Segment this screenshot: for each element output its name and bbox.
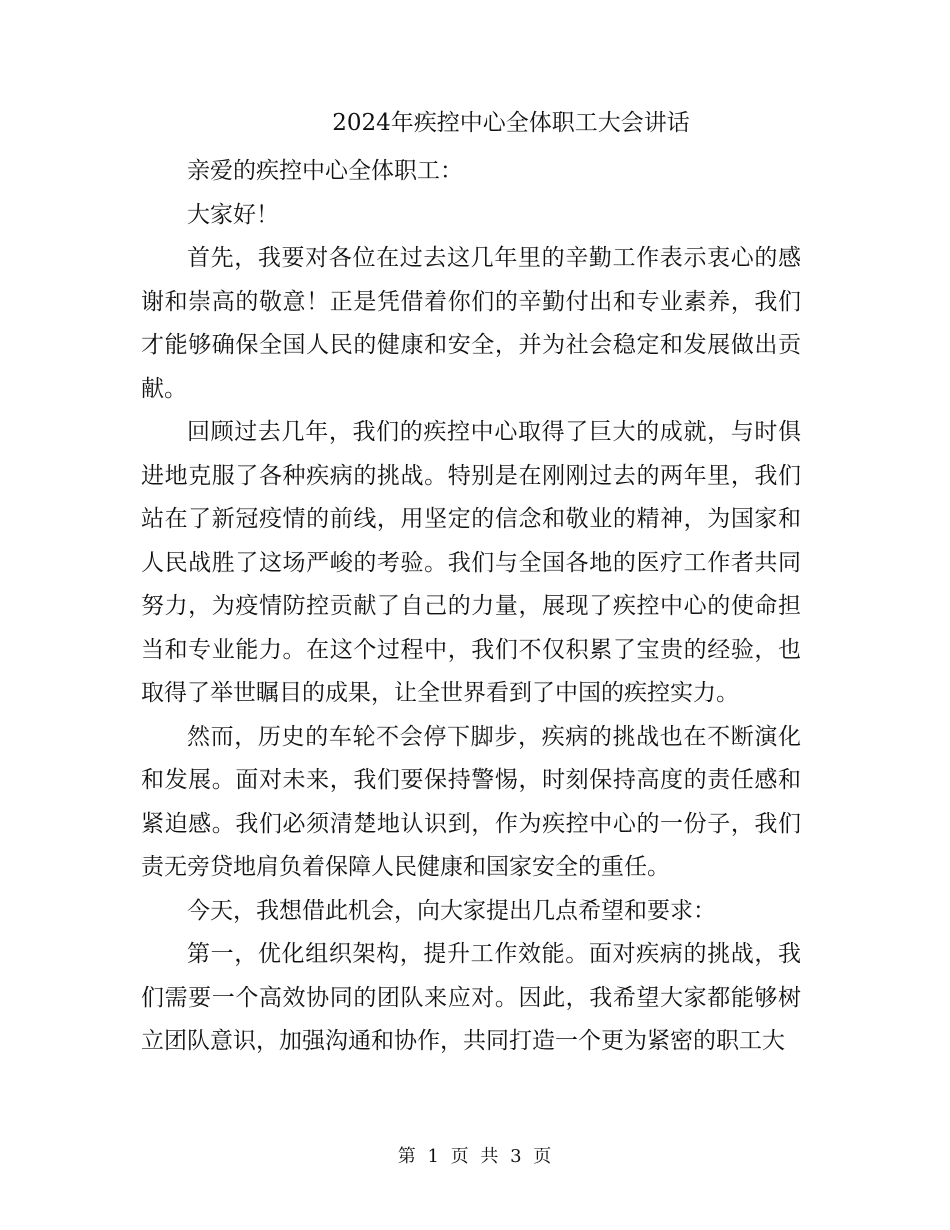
- document-body: [141, 150, 801, 1064]
- body-paragraph: 第一，优化组织架构，提升工作效能。面对疾病的挑战，我们需要一个高效协同的团队来应对。因此，我希望大家都能够树立团队意识，加强沟通和协作，共同打造一个更为紧密的职工大: [141, 941, 801, 1054]
- greeting: 大家好！: [187, 201, 279, 228]
- salutation: 亲爱的疾控中心全体职工：: [187, 158, 463, 184]
- page-number-footer: 第 1 页 共 3 页: [397, 1146, 553, 1167]
- body-paragraph: 然而，历史的车轮不会停下脚步，疾病的挑战也在不断演化和发展。面对未来，我们要保持警惕，时刻保持高度的责任感和紧迫感。我们必须清楚地认识到，作为疾控中心的一份子，我们责无旁贷地肩负着保障人民健康和国家安全的重任。: [141, 723, 801, 880]
- body-paragraph: 首先，我要对各位在过去这几年里的辛勤工作表示衷心的感谢和崇高的敬意！正是凭借着你们的辛勤付出和专业素养，我们才能够确保全国人民的健康和安全，并为社会稳定和发展做出贡献。: [141, 245, 801, 402]
- body-paragraph: 今天，我想借此机会，向大家提出几点希望和要求：: [187, 897, 716, 924]
- body-paragraph: 回顾过去几年，我们的疾控中心取得了巨大的成就，与时俱进地克服了各种疾病的挑战。特别是在刚刚过去的两年里，我们站在了新冠疫情的前线，用坚定的信念和敬业的精神，为国家和人民战胜了这场严峻的考验。我们与全国各地的医疗工作者共同努力，为疫情防控贡献了自己的力量，展现了疾控中心的使命担当和专业能力。在这个过程中，我们不仅积累了宝贵的经验，也取得了举世瞩目的成果，让全世界看到了中国的疾控实力。: [141, 419, 801, 706]
- document-title: 2024年疾控中心全体职工大会讲话: [332, 110, 690, 136]
